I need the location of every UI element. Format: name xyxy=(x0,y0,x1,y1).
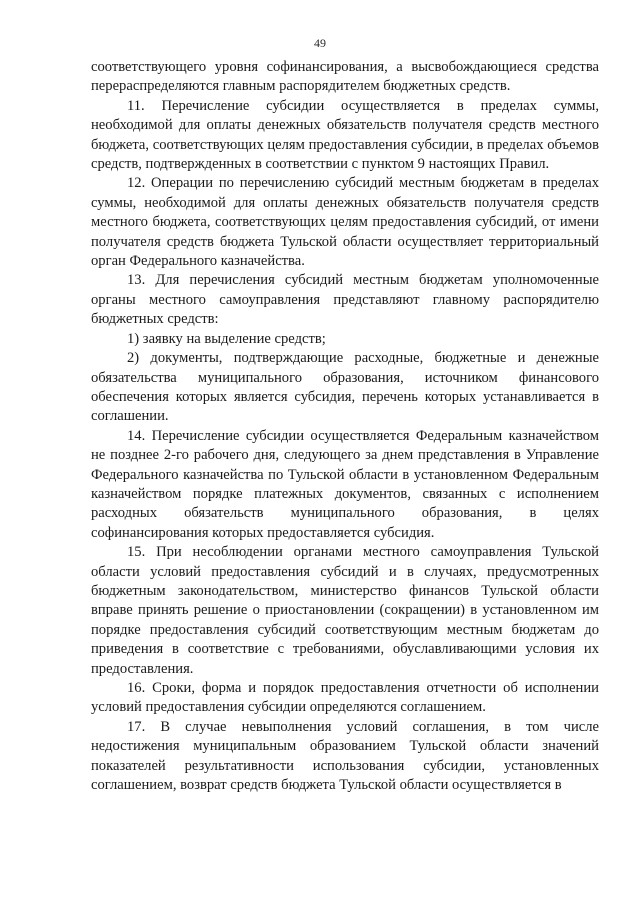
paragraph-13-item-1: 1) заявку на выделение средств; xyxy=(127,330,326,347)
paragraph-14: 14. Перечисление субсидии осуществляется Федеральным казначейством не позднее 2-го рабочего дня, следующего за днем представления в Управление Федерального казначейства по Тульской области в установленном Федеральным казначейством порядке платежных документов, связанных с исполнением расходных обязательств муниципального образования, в целях софинансирования которых предоставляется субсидия. xyxy=(91,427,599,541)
paragraph-17: 17. В случае невыполнения условий соглашения, в том числе недостижения муниципальным образованием Тульской области значений показателей результативности использования субсидии, установленных соглашением, возврат средств бюджета Тульской области осуществляется в xyxy=(91,718,599,794)
paragraph-16: 16. Сроки, форма и порядок предоставления отчетности об исполнении условий предоставления субсидии определяются соглашением. xyxy=(91,680,599,716)
paragraph-13-item-2: 2) документы, подтверждающие расходные, бюджетные и денежные обязательства муниципального образования, источником финансового обеспечения которых является субсидия, перечень которых устанавливается в соглашении. xyxy=(91,350,599,425)
paragraph-11: 11. Перечисление субсидии осуществляется в пределах суммы, необходимой для оплаты денежных обязательств получателя средств местного бюджета, соответствующих целям предоставления субсидии, в пределах объемов средств, подтвержденных в соответствии с пунктом 9 настоящих Правил. xyxy=(91,97,599,173)
document-body xyxy=(91,58,599,795)
paragraph-15: 15. При несоблюдении органами местного самоуправления Тульской области условий предоставления субсидий и в случаях, предусмотренных бюджетным законодательством, министерство финансов Тульской области вправе принять решение о приостановлении (сокращении) в установленном им порядке предоставления субсидий соответствующим местным бюджетам до приведения в соответствие с требованиями, обуславливающими условия их предоставления. xyxy=(91,544,599,677)
paragraph-continuation: соответствующего уровня софинансирования, а высвобождающиеся средства перераспределяются главным распорядителем бюджетных средств. xyxy=(91,59,599,95)
paragraph-12: 12. Операции по перечислению субсидий местным бюджетам в пределах суммы, необходимой для оплаты денежных обязательств получателя средств местного бюджета, соответствующих целям предоставления субсидий, от имени получателя средств бюджета Тульской области осуществляет территориальный орган Федерального казначейства. xyxy=(91,175,599,270)
page-number: 49 xyxy=(314,36,326,50)
paragraph-13: 13. Для перечисления субсидий местным бюджетам уполномоченные органы местного самоуправления представляют главному распорядителю бюджетных средств: xyxy=(91,272,599,328)
